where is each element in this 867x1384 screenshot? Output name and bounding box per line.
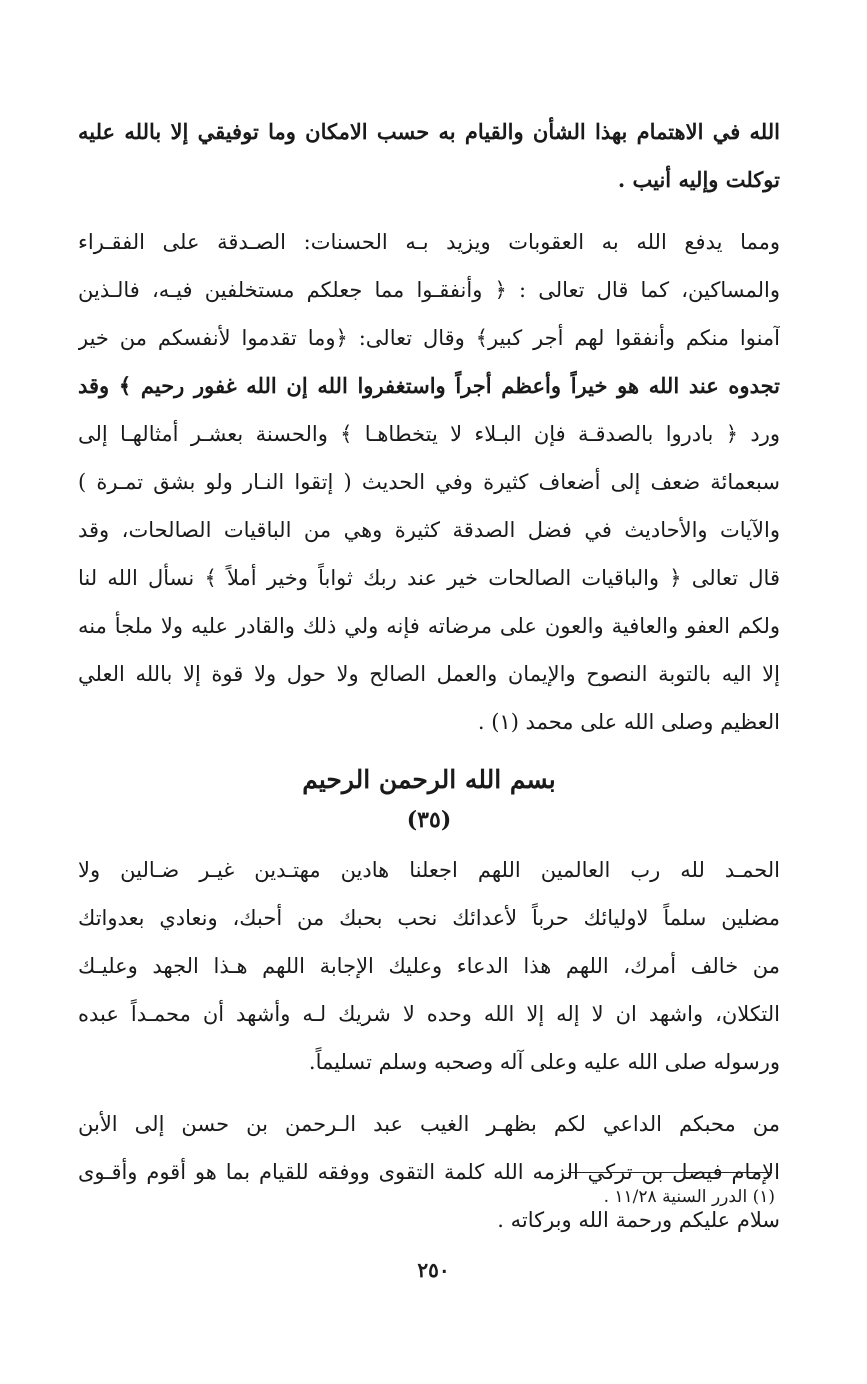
- footnote: (١) الدرر السنية ١١/٢٨ .: [603, 1187, 775, 1207]
- text-line: من محبكم الداعي لكم بظهـر الغيب عبد الـرحمن بن حسن إلى الأبن: [78, 1112, 780, 1136]
- text-line: إلا اليه بالتوبة النصوح والإيمان والعمل الصالح ولا حول ولا قوة إلا بالله العلي: [78, 662, 780, 686]
- text-line: والآيات والأحاديث في فضل الصدقة كثيرة وهي من الباقيات الصالحات، وقد: [78, 518, 780, 542]
- page-body: [78, 108, 780, 1258]
- text-line: الله في الاهتمام بهذا الشأن والقيام به حسب الامكان وما توفيقي إلا بالله عليه: [78, 119, 780, 144]
- basmala-heading: بسم الله الرحمن الرحيم: [302, 765, 556, 794]
- text-line: التكلان، واشهد ان لا إله إلا الله وحده لا شريك لـه وأشهد أن محمـداً عبده: [78, 1002, 780, 1026]
- paragraph: [78, 108, 780, 204]
- text-line: قال تعالى ﴿ والباقيات الصالحات خير عند ربك ثواباً وخير أملاً ﴾ نسأل الله لنا: [78, 566, 780, 590]
- text-line: من خالف أمرك، اللهم هذا الدعاء وعليك الإجابة اللهم هـذا الجهد وعليـك: [78, 954, 780, 978]
- text-line: مضلين سلماً لاوليائك حرباً لأعدائك نحب بحبك من أحبك، ونعادي بعدواتك: [78, 906, 780, 930]
- text-line: تجدوه عند الله هو خيراً وأعظم أجراً واستغفروا الله إن الله غفور رحيم ﴾ وقد: [78, 373, 780, 398]
- footnote-divider: [568, 1172, 772, 1173]
- text-line: توكلت وإليه أنيب .: [617, 167, 780, 192]
- text-line: سلام عليكم ورحمة الله وبركاته .: [497, 1208, 780, 1232]
- paragraph: [78, 218, 780, 746]
- text-line: سبعمائة ضعف إلى أضعاف كثيرة وفي الحديث ( إتقوا النـار ولو بشق تمـرة ): [78, 470, 780, 494]
- page-number: ٢٥٠: [417, 1258, 450, 1282]
- text-line: والمساكين، كما قال تعالى : ﴿ وأنفقـوا مما جعلكم مستخلفين فيـه، فالـذين: [78, 278, 780, 302]
- text-line: الإمام فيصل بن تركي الزمه الله كلمة التقوى ووفقه للقيام بما هو أقوم وأقـوى: [78, 1160, 780, 1184]
- text-line: ورد ﴿ بادروا بالصدقـة فإن البـلاء لا يتخطاهـا ﴾ والحسنة بعشـر أمثالهـا إلى: [78, 422, 780, 446]
- letter-number: (٣٥): [406, 807, 452, 833]
- text-line: آمنوا منكم وأنفقوا لهم أجر كبير﴾ وقال تعالى: ﴿وما تقدموا لأنفسكم من خير: [78, 326, 780, 350]
- text-line: الحمـد لله رب العالمين اللهم اجعلنا هادين مهتـدين غيـر ضـالين ولا: [78, 858, 780, 882]
- text-line: ولكم العفو والعافية والعون على مرضاته فإنه ولي ذلك والقادر عليه ولا ملجأ منه: [78, 614, 780, 638]
- text-line: ورسوله صلى الله عليه وعلى آله وصحبه وسلم تسليماً.: [308, 1050, 780, 1074]
- text-line: العظيم وصلى الله على محمد (١) .: [477, 710, 780, 734]
- opening-paragraphs: [78, 108, 780, 746]
- paragraph: [78, 846, 780, 1086]
- text-line: ومما يدفع الله به العقوبات ويزيد بـه الحسنات: الصـدقة على الفقـراء: [78, 230, 780, 254]
